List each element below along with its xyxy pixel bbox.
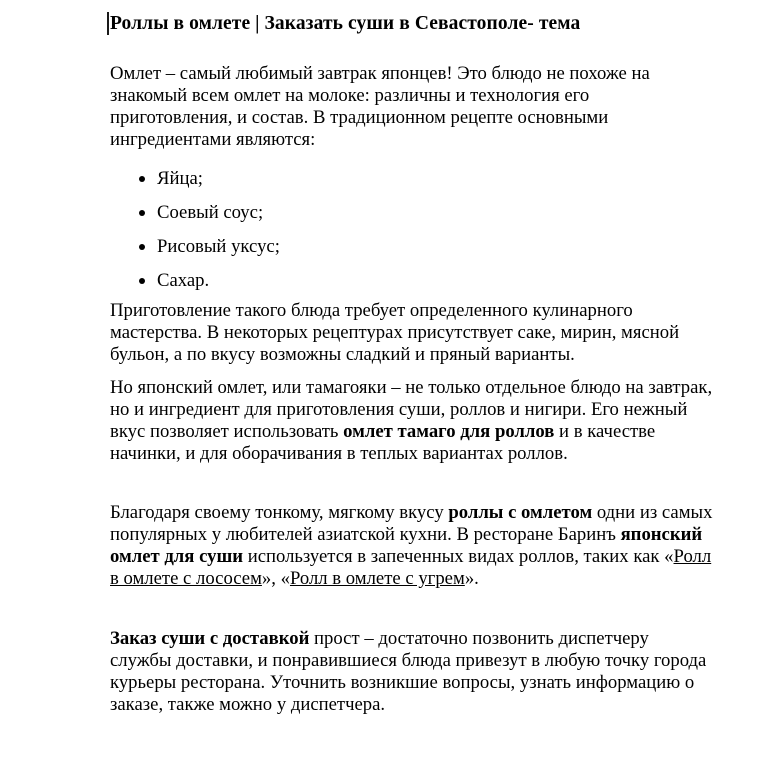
text-run: роллы с омлетом	[448, 502, 593, 523]
text-run: Благодаря своему тонкому, мягкому вкусу	[110, 502, 449, 523]
paragraph-omelet-intro	[110, 63, 714, 151]
text-run: Приготовление такого блюда требует определенного кулинарного мастерства. В некоторых рецептурах присутствует саке, мирин, мясной бульон, а по вкусу возможны сладкий и пряный варианты.	[110, 300, 680, 365]
inline-link[interactable]: Ролл в омлете с лососем	[110, 546, 712, 589]
paragraph-restaurant	[110, 502, 714, 590]
text-run: используется в запеченных видах роллов, таких как «	[243, 546, 674, 567]
paragraph-delivery-order	[110, 628, 714, 716]
ingredients-list	[110, 168, 714, 292]
page-title	[110, 12, 714, 36]
list-item	[110, 270, 714, 292]
list-item-text: Соевый соус;	[157, 202, 264, 223]
list-item	[110, 236, 714, 258]
text-run: Но японский омлет, или тамагояки – не только отдельное блюдо на завтрак, но и ингредиент для приготовления суши, роллов и нигири. Его нежный вкус позволяет использовать	[110, 377, 713, 442]
list-item-text: Сахар.	[157, 270, 210, 291]
list-item	[110, 202, 714, 224]
list-item	[110, 168, 714, 190]
text-caret	[107, 12, 109, 35]
page-title-text: Роллы в омлете | Заказать суши в Севастополе- тема	[110, 13, 581, 34]
text-run: омлет тамаго для роллов	[343, 421, 555, 442]
text-run: », «	[261, 568, 290, 589]
paragraph-preparation	[110, 300, 714, 366]
text-run: и в качестве начинки, и для оборачивания в теплых вариантах роллов.	[110, 421, 656, 464]
list-item-text: Яйца;	[157, 168, 203, 189]
text-run: японский омлет для суши	[110, 524, 703, 567]
text-run: Заказ суши с доставкой	[110, 628, 310, 649]
text-run: одни из самых популярных у любителей азиатской кухни. В ресторане Баринъ	[110, 502, 713, 545]
inline-link[interactable]: Ролл в омлете с угрем	[289, 568, 465, 589]
list-item-text: Рисовый уксус;	[157, 236, 280, 257]
text-run: ».	[464, 568, 479, 589]
paragraph-tamago	[110, 377, 714, 465]
text-run: Омлет – самый любимый завтрак японцев! Это блюдо не похоже на знакомый всем омлет на молоке: различны и технология его приготовления, и состав. В традиционном рецепте основными ингредиентами являются:	[110, 63, 650, 150]
text-run: прост – достаточно позвонить диспетчеру службы доставки, и понравившиеся блюда привезут в любую точку города курьеры ресторана. Уточнить возникшие вопросы, узнать информацию о заказе, также можно у диспетчера.	[110, 628, 707, 715]
